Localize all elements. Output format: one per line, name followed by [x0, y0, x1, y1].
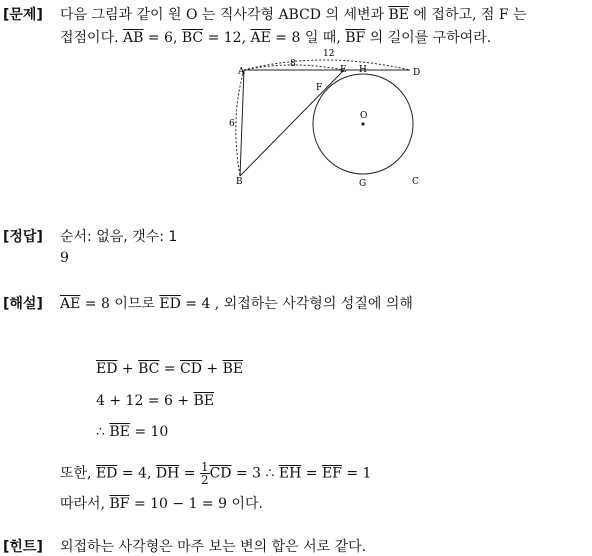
side-ab	[240, 70, 244, 176]
problem-line-2: 접점이다. $\overline{AB} = 6$, $\overline{BC} = 12$, $\overline{AE} = 8$ 일 때, $\overline{BF}$ 의 길이를 구하여라.	[60, 30, 492, 46]
label-o: O	[360, 111, 368, 121]
dim-ab: 6	[229, 119, 235, 129]
center-o	[361, 122, 364, 125]
hint-tag: [힌트]	[3, 539, 43, 555]
label-g: G	[359, 179, 367, 188]
hint-text: 외접하는 사각형은 마주 보는 변의 합은 서로 같다.	[60, 539, 367, 555]
label-b: B	[236, 177, 243, 187]
label-a: A	[238, 67, 245, 77]
geometry-figure	[222, 48, 432, 188]
label-c: C	[412, 177, 419, 187]
label-d: D	[413, 68, 421, 78]
problem-line-1: 다음 그림과 같이 원 O 는 직사각형 ABCD 의 세변과 $\overline{BE}$ 에 접하고, 점 F 는	[60, 7, 527, 23]
solution-tag: [해설]	[3, 296, 43, 312]
answer-value: 9	[60, 250, 69, 266]
dim-ad: 12	[323, 49, 335, 59]
answer-meta: 순서: 없음, 갯수: 1	[60, 229, 178, 245]
solution-eq-2: $4 + 12 = 6 + \overline{BE}$	[96, 393, 215, 409]
dim-ae: 8	[290, 59, 296, 69]
solution-eq-1: $\overline{ED} + \overline{BC} = \overline{CD} + \overline{BE}$	[96, 361, 244, 377]
solution-line-1: $\overline{AE} = 8$ 이므로 $\overline{ED} = 4$ , 외접하는 사각형의 성질에 의해	[60, 296, 413, 312]
solution-line-2: 또한, $\overline{ED} = 4$, $\overline{DH}$ = $\frac{1}{2}$ $\overline{CD} = 3$ ∴ $\overline{EH} = \overline{EF} = 1$	[60, 460, 372, 487]
side-ab-arc	[236, 70, 244, 176]
label-e: E	[340, 65, 347, 75]
side-ad-arc	[244, 60, 410, 70]
label-f: F	[316, 83, 323, 93]
solution-line-3: 따라서, $\overline{BF} = 10 - 1 = 9$ 이다.	[60, 496, 263, 512]
answer-tag: [정답]	[3, 229, 43, 245]
problem-tag: [문제]	[3, 7, 43, 23]
solution-eq-3: ∴ $\overline{BE} = 10$	[96, 424, 169, 440]
label-h: H	[359, 65, 367, 75]
